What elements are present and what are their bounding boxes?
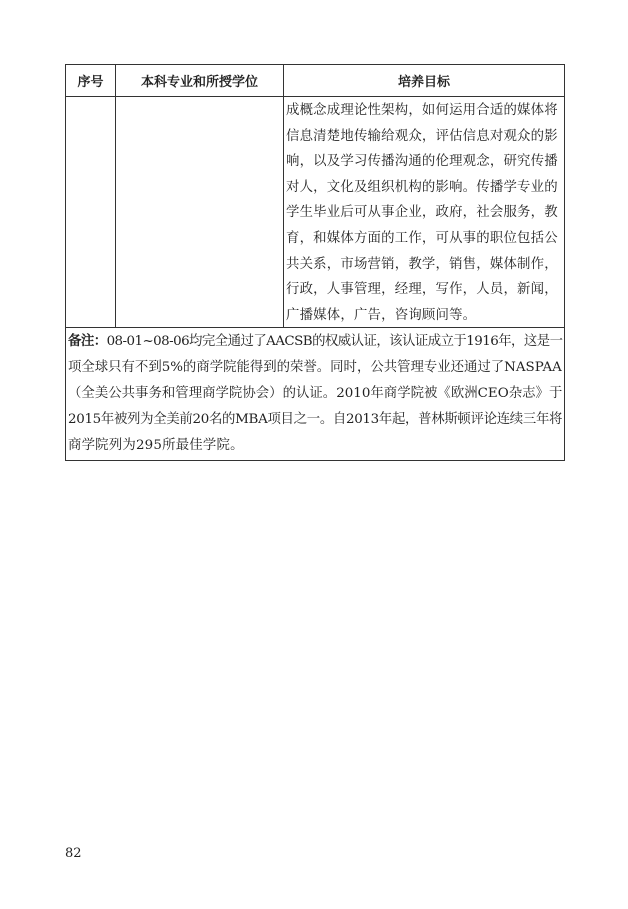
header-goal: 培养目标	[397, 75, 450, 90]
note-line: 08-01~08-06均完全通过了AACSB的权威认证，该认证成立于1916年，这是一	[106, 334, 563, 349]
header-major: 本科专业和所授学位	[116, 65, 284, 96]
goal-line: 广播媒体，广告，咨询顾问等。	[286, 307, 477, 323]
header-number: 序号	[66, 65, 116, 96]
goal-line: 学生毕业后可从事企业，政府，社会服务，教	[286, 205, 558, 221]
goal-line: 行政，人事管理，经理，写作，人员，新闻，	[286, 282, 558, 298]
goal-line: 育，和媒体方面的工作，可从事的职位包括公	[286, 230, 558, 246]
table-row	[66, 97, 564, 328]
goal-line: 信息清楚地传输给观众，评估信息对观众的影	[286, 128, 558, 144]
goal-line: 共关系，市场营销，教学，销售，媒体制作，	[286, 256, 558, 272]
note-line: 2015年被列为全美前20名的MBA项目之一。自2013年起，普林斯顿评论连续三年将	[68, 412, 563, 427]
goal-line: 对人，文化及组织机构的影响。传播学专业的	[286, 179, 558, 195]
table-header-row	[66, 65, 564, 97]
cell-number	[66, 97, 116, 327]
cell-goal	[284, 97, 564, 327]
table-note	[66, 328, 564, 460]
note-line: 项全球只有不到5%的商学院能得到的荣誉。同时，公共管理专业还通过了NASPAA	[68, 360, 562, 375]
program-table	[65, 64, 565, 461]
note-line: （全美公共事务和管理商学院协会）的认证。2010年商学院被《欧洲CEO杂志》于	[68, 386, 563, 401]
note-label: 备注：	[68, 334, 107, 349]
goal-line: 成概念成理论性架构，如何运用合适的媒体将	[286, 103, 558, 118]
goal-line: 响，以及学习传播沟通的伦理观念，研究传播	[286, 154, 558, 170]
note-line: 商学院列为295所最佳学院。	[68, 438, 244, 453]
page-number: 82	[65, 846, 82, 861]
cell-major	[116, 97, 284, 327]
